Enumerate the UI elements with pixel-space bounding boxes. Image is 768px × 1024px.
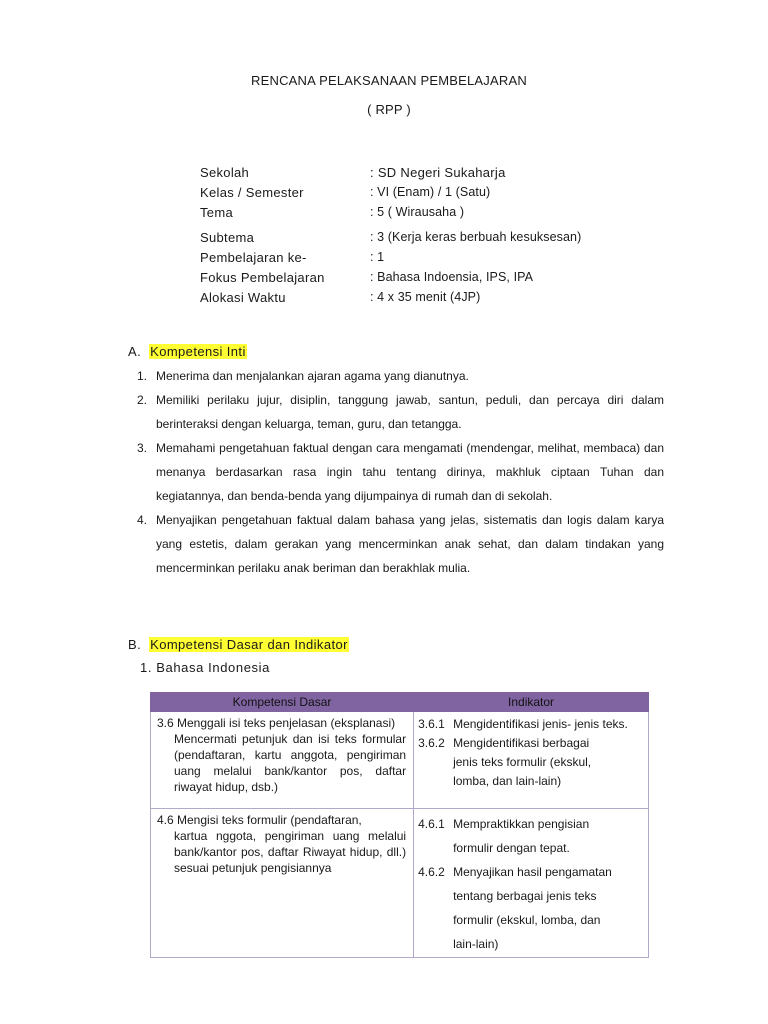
identity-value-tema: : 5 ( Wirausaha ) (370, 205, 465, 219)
identity-value-kelas: : VI (Enam) / 1 (Satu) (370, 185, 491, 199)
identity-label-kelas: Kelas / Semester (200, 185, 304, 200)
indicator-text: Menyajikan hasil pengamatan tentang berbagai jenis teks formulir (ekskul, lomba, dan lain-lain) (453, 865, 612, 951)
list-item-text: Menyajikan pengetahuan faktual dalam bahasa yang jelas, sistematis dan logis dalam karya yang estetis, dalam gerakan yang mencerminkan anak sehat, dan dalam tindakan yang mencerminkan perilaku anak beriman dan berakhlak mulia. (156, 513, 664, 575)
section-a-title: Kompetensi Inti (150, 344, 246, 359)
identity-label-alokasi: Alokasi Waktu (200, 290, 286, 305)
list-item (137, 436, 664, 508)
indicator-code: 4.6.1 (418, 817, 445, 831)
identity-value-sekolah: : SD Negeri Sukaharja (370, 165, 506, 180)
indicator-item (418, 812, 644, 860)
list-item (137, 508, 664, 580)
indicator-item (418, 734, 644, 791)
identity-label-sekolah: Sekolah (200, 165, 250, 180)
indicator-cell (414, 712, 649, 809)
list-item-text: Memiliki perilaku jujur, disiplin, tanggung jawab, santun, peduli, dan percaya diri dalam berinteraksi dengan keluarga, teman, guru, dan tetangga. (156, 393, 664, 431)
indicator-item (418, 715, 644, 734)
kd-cell (151, 712, 414, 809)
list-item (137, 364, 664, 388)
indicator-code: 3.6.1 (418, 717, 445, 731)
subject-heading: 1. Bahasa Indonesia (140, 660, 270, 675)
kd-first-line: 4.6 Mengisi teks formulir (pendaftaran, (157, 813, 362, 827)
table-row (151, 809, 649, 958)
indicator-item (418, 860, 644, 956)
section-b-letter: B. (128, 637, 142, 652)
identity-label-fokus: Fokus Pembelajaran (200, 270, 325, 285)
indicator-text: Mengidentifikasi berbagai jenis teks formulir (ekskul, lomba, dan lain-lain) (453, 736, 592, 788)
kd-first-line: 3.6 Menggali isi teks penjelasan (eksplanasi) (157, 716, 396, 730)
kd-continuation: kartua nggota, pengiriman uang melalui bank/kantor pos, daftar Riwayat hidup, dll.) sesuai petunjuk pengisiannya (174, 829, 407, 875)
document-title: RENCANA PELAKSANAAN PEMBELAJARAN (251, 73, 527, 88)
indicator-text: Mempraktikkan pengisian formulir dengan tepat. (453, 817, 590, 855)
table-header-row (151, 693, 649, 712)
table-header-kd: Kompetensi Dasar (151, 693, 414, 712)
identity-value-alokasi: : 4 x 35 menit (4JP) (370, 290, 481, 304)
indicator-code: 4.6.2 (418, 865, 445, 879)
list-item-number: 1. (137, 369, 148, 383)
identity-value-pembelajaran: : 1 (370, 250, 385, 264)
document-subtitle: ( RPP ) (367, 102, 411, 117)
indicator-cell (414, 809, 649, 958)
identity-label-subtema: Subtema (200, 230, 255, 245)
list-item-text: Memahami pengetahuan faktual dengan cara mengamati (mendengar, melihat, membaca) dan menanya berdasarkan rasa ingin tahu tentang dirinya, makhluk ciptaan Tuhan dan kegiatannya, dan benda-benda yang dijumpainya di rumah dan di sekolah. (156, 441, 664, 503)
list-item-number: 3. (137, 441, 148, 455)
table-header-indikator: Indikator (414, 693, 649, 712)
list-item-number: 2. (137, 393, 148, 407)
kompetensi-table (150, 692, 649, 958)
identity-label-pembelajaran: Pembelajaran ke- (200, 250, 307, 265)
identity-label-tema: Tema (200, 205, 233, 220)
list-item-text: Menerima dan menjalankan ajaran agama yang dianutnya. (156, 369, 469, 383)
list-item-number: 4. (137, 513, 148, 527)
identity-value-fokus: : Bahasa Indoensia, IPS, IPA (370, 270, 534, 284)
section-a-heading (128, 344, 247, 359)
kompetensi-inti-list (137, 364, 664, 580)
indicator-text: Mengidentifikasi jenis- jenis teks. (453, 717, 628, 731)
section-a-letter: A. (128, 344, 142, 359)
identity-value-subtema: : 3 (Kerja keras berbuah kesuksesan) (370, 230, 582, 244)
table-row (151, 712, 649, 809)
section-b-heading (128, 637, 349, 652)
section-b-title: Kompetensi Dasar dan Indikator (150, 637, 348, 652)
list-item (137, 388, 664, 436)
kd-continuation: Mencermati petunjuk dan isi teks formular (pendaftaran, kartu anggota, pengiriman uang melalui bank/kantor pos, daftar riwayat hidup, dsb.) (174, 732, 407, 794)
kd-cell (151, 809, 414, 958)
indicator-code: 3.6.2 (418, 736, 445, 750)
